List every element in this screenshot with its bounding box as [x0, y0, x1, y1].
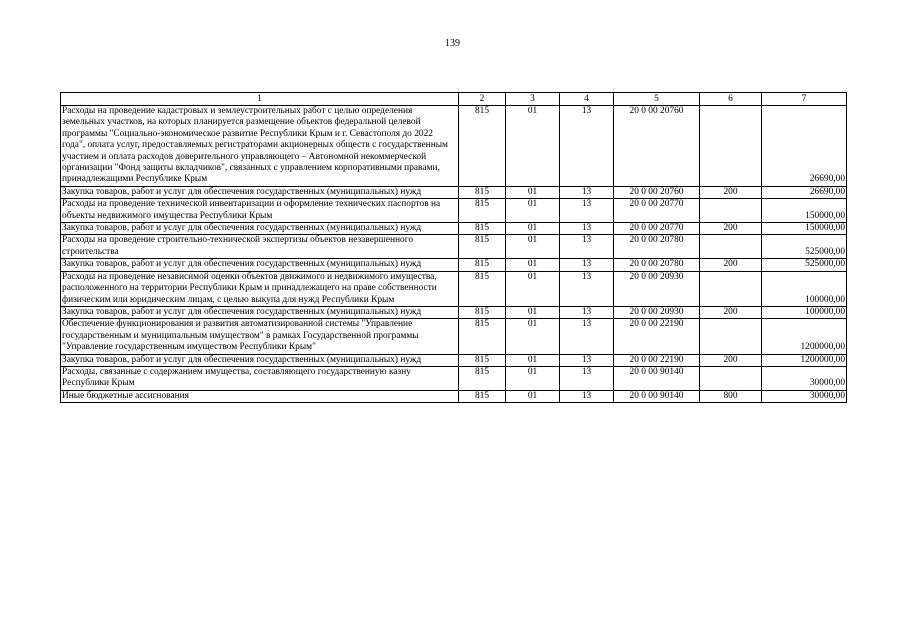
row-description: Расходы, связанные с содержанием имущества, составляющего государственную казну Республики Крым [61, 366, 459, 390]
row-code-section: 01 [506, 271, 560, 306]
row-code-expense-type: 200 [700, 354, 762, 366]
budget-table [60, 92, 847, 403]
row-description: Закупка товаров, работ и услуг для обеспечения государственных (муниципальных) нужд [61, 259, 459, 271]
table-row [61, 319, 847, 354]
row-code-expense-type [700, 199, 762, 223]
row-code-admin: 815 [459, 319, 506, 354]
row-code-subsection: 13 [560, 366, 614, 390]
column-header: 5 [614, 93, 700, 106]
row-description: Обеспечение функционирования и развития автоматизированной системы "Управление государственным и муниципальным имуществом" в рамках Государственной программы "Управление государственным имуществом Республики Крым" [61, 319, 459, 354]
row-code-subsection: 13 [560, 106, 614, 187]
row-code-subsection: 13 [560, 354, 614, 366]
column-header: 7 [762, 93, 847, 106]
row-code-section: 01 [506, 223, 560, 235]
row-code-target: 20 0 00 20760 [614, 106, 700, 187]
row-code-admin: 815 [459, 390, 506, 402]
row-code-admin: 815 [459, 354, 506, 366]
row-amount: 150000,00 [762, 223, 847, 235]
row-code-admin: 815 [459, 223, 506, 235]
row-code-subsection: 13 [560, 199, 614, 223]
row-code-admin: 815 [459, 235, 506, 259]
row-code-expense-type: 200 [700, 186, 762, 198]
row-code-expense-type: 200 [700, 223, 762, 235]
row-code-target: 20 0 00 20780 [614, 259, 700, 271]
row-code-section: 01 [506, 390, 560, 402]
row-description: Иные бюджетные ассигнования [61, 390, 459, 402]
row-code-expense-type [700, 366, 762, 390]
table-row [61, 390, 847, 402]
row-code-admin: 815 [459, 271, 506, 306]
table-row [61, 186, 847, 198]
row-code-section: 01 [506, 186, 560, 198]
row-amount: 26690,00 [762, 106, 847, 187]
table-row [61, 106, 847, 187]
row-code-section: 01 [506, 106, 560, 187]
row-code-admin: 815 [459, 306, 506, 318]
row-code-admin: 815 [459, 259, 506, 271]
table-row [61, 306, 847, 318]
row-code-target: 20 0 00 20930 [614, 271, 700, 306]
table-row [61, 354, 847, 366]
row-amount: 150000,00 [762, 199, 847, 223]
row-code-section: 01 [506, 235, 560, 259]
row-code-subsection: 13 [560, 186, 614, 198]
row-code-section: 01 [506, 354, 560, 366]
row-code-subsection: 13 [560, 390, 614, 402]
row-code-expense-type: 800 [700, 390, 762, 402]
row-description: Закупка товаров, работ и услуг для обеспечения государственных (муниципальных) нужд [61, 306, 459, 318]
row-code-target: 20 0 00 20780 [614, 235, 700, 259]
table-row [61, 271, 847, 306]
row-amount: 30000,00 [762, 366, 847, 390]
row-amount: 525000,00 [762, 235, 847, 259]
row-code-section: 01 [506, 306, 560, 318]
page-number: 139 [445, 38, 460, 49]
row-amount: 1200000,00 [762, 354, 847, 366]
row-code-expense-type: 200 [700, 259, 762, 271]
row-code-section: 01 [506, 199, 560, 223]
column-header: 4 [560, 93, 614, 106]
row-amount: 26690,00 [762, 186, 847, 198]
row-code-expense-type [700, 271, 762, 306]
row-description: Расходы на проведение кадастровых и землеустроительных работ с целью определения земельных участков, на которых планируется размещение объектов федеральной целевой программы "Социально-экономическое развитие Республики Крым и г. Севастополя до 2022 года", оплата услуг, предоставляемых регистраторами акционерных обществ с государственным участием и оплата расходов доверительного управляющего – Автономной некоммерческой организации "Фонд защиты вкладчиков", связанных с управлением корпоративными правами, принадлежащими Республике Крым [61, 106, 459, 187]
column-header: 2 [459, 93, 506, 106]
row-code-subsection: 13 [560, 223, 614, 235]
row-amount: 525000,00 [762, 259, 847, 271]
table-row [61, 366, 847, 390]
row-code-target: 20 0 00 90140 [614, 390, 700, 402]
row-amount: 100000,00 [762, 271, 847, 306]
row-amount: 100000,00 [762, 306, 847, 318]
row-code-expense-type [700, 319, 762, 354]
row-description: Расходы на проведение технической инвентаризации и оформление технических паспортов на объекты недвижимого имущества Республики Крым [61, 199, 459, 223]
row-code-target: 20 0 00 20770 [614, 199, 700, 223]
row-code-expense-type: 200 [700, 306, 762, 318]
row-description: Закупка товаров, работ и услуг для обеспечения государственных (муниципальных) нужд [61, 223, 459, 235]
row-amount: 30000,00 [762, 390, 847, 402]
row-code-admin: 815 [459, 199, 506, 223]
row-code-admin: 815 [459, 186, 506, 198]
row-code-section: 01 [506, 366, 560, 390]
row-code-subsection: 13 [560, 235, 614, 259]
row-code-expense-type [700, 106, 762, 187]
row-description: Расходы на проведение строительно-технической экспертизы объектов незавершенного строительства [61, 235, 459, 259]
row-code-target: 20 0 00 22190 [614, 319, 700, 354]
row-code-target: 20 0 00 90140 [614, 366, 700, 390]
row-code-target: 20 0 00 20770 [614, 223, 700, 235]
table-row [61, 223, 847, 235]
row-code-admin: 815 [459, 366, 506, 390]
row-description: Закупка товаров, работ и услуг для обеспечения государственных (муниципальных) нужд [61, 354, 459, 366]
row-code-subsection: 13 [560, 306, 614, 318]
row-description: Закупка товаров, работ и услуг для обеспечения государственных (муниципальных) нужд [61, 186, 459, 198]
row-code-subsection: 13 [560, 319, 614, 354]
row-code-subsection: 13 [560, 271, 614, 306]
table-row [61, 259, 847, 271]
row-code-target: 20 0 00 22190 [614, 354, 700, 366]
row-code-section: 01 [506, 319, 560, 354]
table-header-row [61, 93, 847, 106]
row-code-target: 20 0 00 20930 [614, 306, 700, 318]
row-amount: 1200000,00 [762, 319, 847, 354]
row-description: Расходы на проведение независимой оценки объектов движимого и недвижимого имущества, расположенного на территории Республики Крым и принадлежащего на праве собственности физическим или юридическим лицам, с целью выкупа для нужд Республики Крым [61, 271, 459, 306]
column-header: 3 [506, 93, 560, 106]
row-code-subsection: 13 [560, 259, 614, 271]
column-header: 6 [700, 93, 762, 106]
table-row [61, 199, 847, 223]
row-code-expense-type [700, 235, 762, 259]
table-row [61, 235, 847, 259]
row-code-admin: 815 [459, 106, 506, 187]
row-code-section: 01 [506, 259, 560, 271]
column-header: 1 [61, 93, 459, 106]
row-code-target: 20 0 00 20760 [614, 186, 700, 198]
